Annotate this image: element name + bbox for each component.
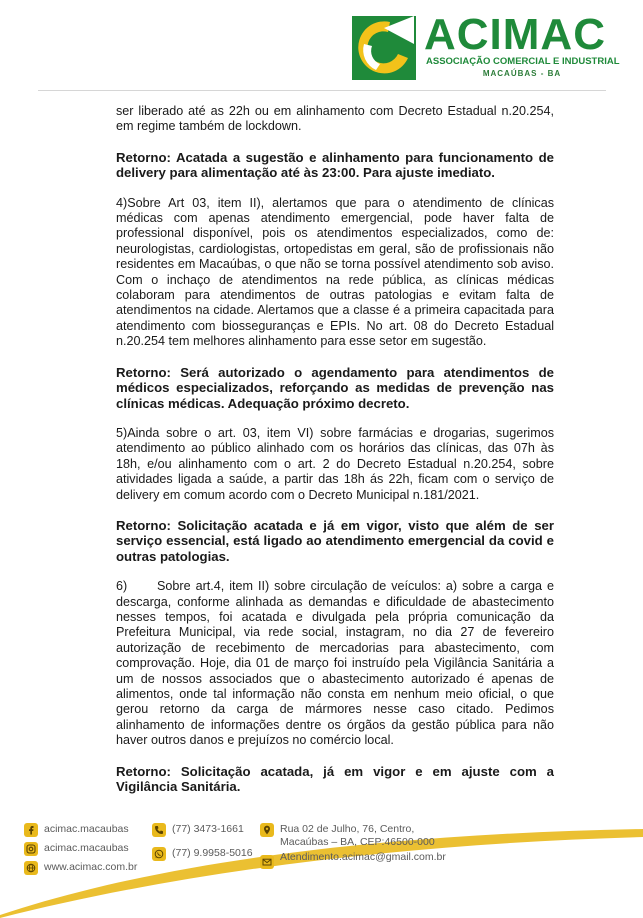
document-body [116, 104, 558, 809]
location-pin-icon [260, 823, 274, 837]
globe-icon [24, 861, 38, 875]
email-icon [260, 855, 274, 869]
logo-subtitle: ASSOCIAÇÃO COMERCIAL E INDUSTRIAL [426, 56, 620, 67]
acimac-logo [350, 10, 620, 82]
phone-icon [152, 823, 166, 837]
facebook-icon [24, 823, 38, 837]
paragraph-item-4: 4)Sobre Art 03, item II), alertamos que para o atendimento de clínicas médicas com apenas atendimento emergencial, pode haver falta de professional disponível, pois os atendimentos especializados, como de: neurologistas, cardiologistas, ortopedistas em geral, são de profissionais não residentes em Macaúbas, o que não se torna possível atendimento sob aviso. Com o inchaço de atendimentos na rede pública, as clínicas médicas colaboram para atendimentos de outras patologias e evitam falta de atendimentos na cidade. Alertamos que a classe é a primeira capacitada para atendimento com biosseguranças e EPIs. No art. 08 do Decreto Estadual n.20.254 tem melhores alinhamento para esse setor em sugestão. [116, 195, 554, 349]
whatsapp-icon [152, 847, 166, 861]
response-4: Retorno: Solicitação acatada, já em vigor e em ajuste com a Vigilância Sanitária. [116, 763, 554, 795]
logo-city: MACAÚBAS - BA [482, 69, 562, 78]
footer-whatsapp[interactable]: (77) 9.9958-5016 [172, 847, 253, 859]
instagram-icon [24, 842, 38, 856]
response-3: Retorno: Solicitação acatada e já em vigor, visto que além de ser serviço essencial, está ligado ao atendimento emergencial da covid e outras patologias. [116, 517, 554, 564]
footer-website[interactable]: www.acimac.com.br [44, 861, 138, 873]
footer-phone[interactable]: (77) 3473-1661 [172, 823, 244, 835]
header-divider [38, 90, 606, 91]
paragraph-1: ser liberado até as 22h ou em alinhamento com Decreto Estadual n.20.254, em regime também de lockdown. [116, 104, 554, 134]
response-2: Retorno: Será autorizado o agendamento para atendimentos de médicos especializados, reforçando as medidas de prevenção nas clínicas médicas. Adequação próximo decreto. [116, 364, 554, 411]
paragraph-item-6: 6) Sobre art.4, item II) sobre circulação de veículos: a) sobre a carga e descarga, conforme alinhada as demandas e dificuldade de abastecimento nesses tempos, foi acatada e divulgada pela própria comunicação da Prefeitura Municipal, via rede social, instagram, no dia 27 de fevereiro autorização de recebimento de mercadorias para abastecimento, com comprovação. Hoje, dia 01 de março foi instruído pela Vigilância Sanitária a um de nossos associados que o abastecimento autorizado é apenas de alimentos, onde tal informação não consta em nenhum meio oficial, o que gerou retorno da carga de mármores nesse caso citado. Pedimos alinhamento de informações dentre os órgãos da gestão pública para não haver outros danos e prejuízos no comércio local. [116, 579, 558, 748]
paragraph-item-5: 5)Ainda sobre o art. 03, item VI) sobre farmácias e drogarias, sugerimos atendimento ao público alinhado com os horários das clínicas, das 07h às 18h, e/ou alinhamento com o art. 2 do Decreto Estadual n.20.254, sobre atividades ligada a saúde, a partir das 18h ás 22h, ficam com o serviço de delivery em comum acordo com o Decreto Municipal n.181/2021. [116, 425, 554, 502]
page-header [0, 0, 643, 92]
footer-email[interactable]: Atendimento.acimac@gmail.com.br [280, 851, 446, 863]
footer-facebook[interactable]: acimac.macaubas [44, 823, 129, 835]
footer-instagram[interactable]: acimac.macaubas [44, 842, 129, 854]
page-footer [0, 815, 643, 918]
response-1: Retorno: Acatada a sugestão e alinhamento para funcionamento de delivery para alimentação até às 23:00. Para ajuste imediato. [116, 149, 554, 181]
acimac-logo-mark-icon [350, 14, 420, 82]
logo-name: ACIMAC [424, 10, 606, 59]
footer-address: Rua 02 de Julho, 76, Centro, Macaúbas – BA, CEP:46500-000 [280, 823, 435, 848]
